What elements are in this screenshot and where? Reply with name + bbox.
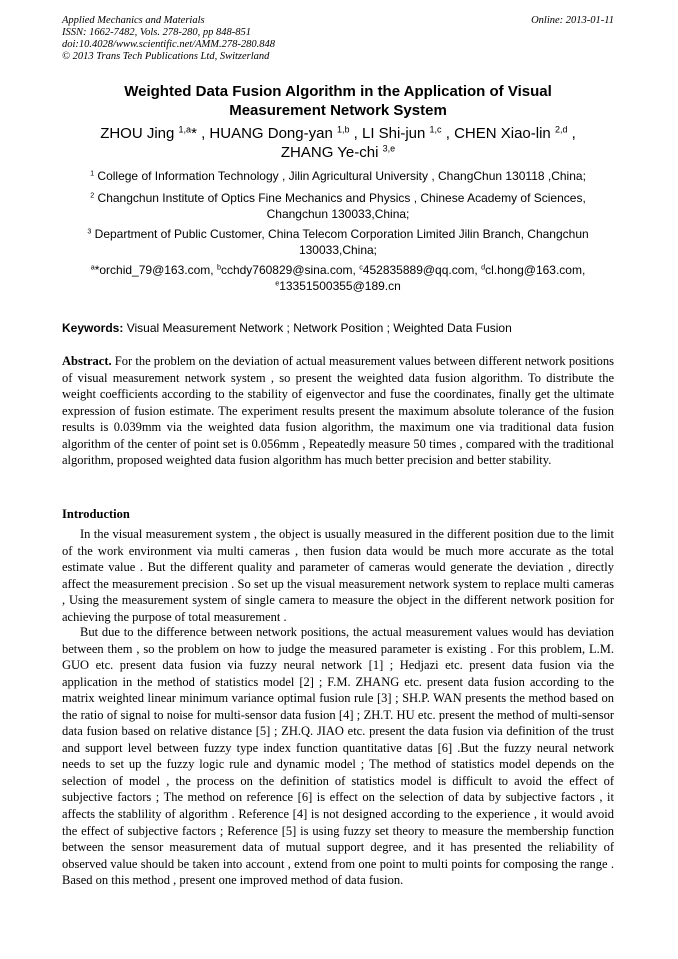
- author-name: ZHOU Jing: [100, 125, 179, 142]
- paper-title: [62, 82, 614, 120]
- email-address: 452835889@qq.com,: [362, 263, 482, 277]
- online-date: Online: 2013-01-11: [531, 15, 614, 26]
- author-superscript: 2,d: [554, 124, 568, 135]
- email-superscript: d: [481, 262, 486, 272]
- author-separator: ,: [349, 125, 362, 142]
- email-address: cchdy760829@sina.com,: [220, 263, 360, 277]
- abstract: [62, 353, 614, 469]
- author-superscript: 1,b: [336, 124, 350, 135]
- affiliation-text: Department of Public Customer, China Telecom Corporation Limited Jilin Branch, Changchun 130033,China;: [91, 227, 589, 257]
- section-heading-introduction: Introduction: [62, 507, 130, 521]
- author-separator: ,: [567, 125, 576, 142]
- author-list: [62, 124, 614, 162]
- affiliation-number: 1: [90, 168, 95, 178]
- affiliation-number: 2: [90, 190, 95, 200]
- keywords-text: Visual Measurement Network ; Network Position ; Weighted Data Fusion: [123, 321, 512, 335]
- keywords: [62, 320, 614, 336]
- affiliation-number: 3: [87, 226, 92, 236]
- author-separator: * ,: [191, 125, 210, 142]
- author-superscript: 1,a: [178, 124, 192, 135]
- affiliation-3: [66, 226, 610, 258]
- author-superscript: 1,c: [429, 124, 442, 135]
- author-name: HUANG Dong-yan: [209, 125, 337, 142]
- journal-header: [62, 15, 275, 63]
- abstract-text: For the problem on the deviation of actual measurement values between different network positions of visual measurement network system , so present the weighted data fusion algorithm. To distribute the weight coefficients according to the stability of eigenvector and fuse the coordinates, finally get the ultimate expression of fusion estimate. The experiment results present the maximum absolute tolerance of the fusion results is 0.039mm via the weighted data fusion algorithm, the maximum one via traditional data fusion algorithm of the center of point set is 0.056mm , Repeatedly measure 50 times , compared with the traditional algorithm, proposed weighted data fusion algorithm has much better precision and better stability.: [62, 354, 614, 468]
- email-superscript: a: [90, 262, 95, 272]
- affiliation-text: Changchun Institute of Optics Fine Mechanics and Physics , Chinese Academy of Sciences, Changchun 130033,China;: [94, 191, 586, 221]
- author-superscript: 3,e: [382, 143, 396, 154]
- abstract-label: Abstract.: [62, 354, 112, 368]
- email-superscript: b: [216, 262, 221, 272]
- email-address: *orchid_79@163.com,: [94, 263, 217, 277]
- journal-issn: ISSN: 1662-7482, Vols. 278-280, pp 848-851: [62, 27, 251, 38]
- email-superscript: c: [359, 262, 363, 272]
- title-line-1: Weighted Data Fusion Algorithm in the Application of Visual: [124, 83, 552, 100]
- author-name: ZHANG Ye-chi: [280, 144, 383, 161]
- introduction-paragraph-1: In the visual measurement system , the object is usually measured in the different position due to the limit of the work environment via multi cameras , then fusion data would be much more accurate as the total estimate value . But the different quality and parameter of cameras would generate the deviation , directly affect the measurement precision . So set up the visual measurement network system to replace multi cameras , Using the measurement system of single camera to measure the object in the different network position for achieving the purpose of total measurement .: [62, 527, 614, 624]
- author-name: CHEN Xiao-lin: [454, 125, 555, 142]
- keywords-label: Keywords:: [62, 321, 124, 335]
- author-name: LI Shi-jun: [361, 125, 430, 142]
- journal-doi: doi:10.4028/www.scientific.net/AMM.278-280.848: [62, 39, 275, 50]
- affiliation-2: [66, 190, 610, 222]
- email-superscript: e: [275, 278, 280, 288]
- email-address: 13351500355@189.cn: [279, 279, 401, 293]
- email-address: cl.hong@163.com,: [485, 263, 586, 277]
- journal-copyright: © 2013 Trans Tech Publications Ltd, Switzerland: [62, 51, 270, 62]
- introduction-paragraph-2: But due to the difference between network positions, the actual measurement values would has deviation between them , so the problem on how to judge the measured parameter is existing . For this problem, L.M. GUO etc. present data fusion via fuzzy neural network [1] ; Hedjazi etc. present data fusion via the application in the method of statistics model [2] ; F.M. ZHANG etc. present data fusion according to the matrix weighted linear minimum variance optimal fusion rule [3] ; SH.P. WAN presents the method based on the ratio of signal to noise for multi-sensor data fusion [4] ; ZH.T. HU etc. present the method of multi-sensor data fusion based on relative distance [5] ; ZH.Q. JIAO etc. present the data fusion via definition of the trust and support level between fuzzy type index function quantitative datas [6] .But the fuzzy neural network needs to set up the fuzzy logic rule and dynamic model ; The method of statistics model depends on the selection of model , the process on the definition of statistics model is difficult to avoid the effect of subjective factors ; The method on reference [6] is effect on the selection of data by subjective factors , it affects the stablility of algorithm . Reference [4] is not designed according to the experience , it would avoid the effect of subjective factors ; Reference [5] is using fuzzy set theory to measure the membership function between the sensor measurement data of mutual support degree, and it has presented the reliability of observed value should be taken into account , extend from one point to multi points for composing the range . Based on this method , present one improved method of data fusion.: [62, 625, 614, 888]
- author-separator: ,: [441, 125, 455, 142]
- affiliation-text: College of Information Technology , Jilin Agricultural University , ChangChun 130118 ,China;: [94, 169, 586, 183]
- author-emails: [66, 262, 610, 294]
- title-line-2: Measurement Network System: [229, 102, 447, 119]
- journal-name: Applied Mechanics and Materials: [62, 15, 205, 26]
- affiliation-1: [66, 168, 610, 184]
